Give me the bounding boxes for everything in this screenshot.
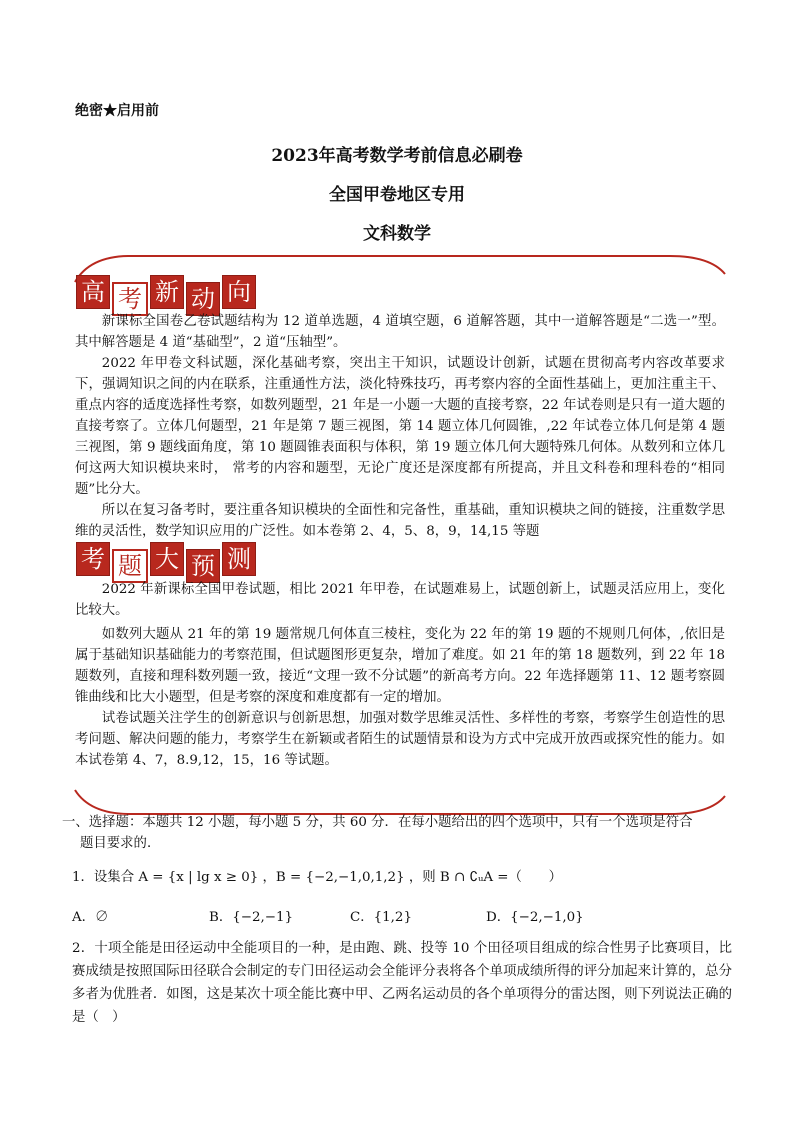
exam-region: 全国甲卷地区专用 <box>329 185 465 205</box>
option-c: C．{1,2} <box>350 910 412 925</box>
paragraph: 2022 年甲卷文科试题，深化基础考察，突出主干知识，试题设计创新，试题在贯彻高考内容改革要求下，强调知识之间的内在联系，注重通性方法，淡化特殊技巧，再考察内容的全面性基础上，更加注重主干、重点内容的适度选择性考察，如数列题型，21 年是一小题一大题的直接考察，22 年试卷则是只有一道大题的直接考察了。立体几何题型，21 年是第 7 题三视图，第 14 题立体几何圆锥，,22 年试卷立体几何是第 4 题三视图，第 9 题线面角度，第 10 题圆锥表面积与体积，第 19 题立体几何大题特殊几何体。从数列和立体几何这两大知识模块来时， 常考的内容和题型，无论广度还是深度都有所提高，并且文科卷和理科卷的“相同题”比分大。 <box>75 356 725 497</box>
banner-char: 预 <box>186 549 220 583</box>
option-d: D．{−2,−1,0} <box>486 910 584 925</box>
banner-char: 高 <box>76 275 110 309</box>
section-heading <box>62 812 732 854</box>
confidential-mark: 绝密★启用前 <box>75 103 159 119</box>
banner-char: 动 <box>186 282 220 316</box>
paragraph: 所以在复习备考时，要注重各知识模块的全面性和完备性，重基础，重知识模块之间的链接，注重数学思维的灵活性，数学知识应用的广泛性。如本卷第 2、4，5、8，9，14,15 等题 <box>75 503 725 539</box>
paragraph: 如数列大题从 21 年的第 19 题常规几何体直三棱柱，变化为 22 年的第 19 题的不规则几何体，,依旧是属于基础知识基础能力的考察范围，但试题图形更复杂，增加了难度。如 21 年的第 18 题数列，到 22 年 18 题数列，直接和理科数列题一致，接近“文理一致不分试题”的新高考方向。22 年选择题第 11、12 题考察圆锥曲线和比大小题型，但是考察的深度和难度都有一定的增加。 <box>75 627 725 705</box>
banner-char: 题 <box>112 549 148 583</box>
paragraph: 试卷试题关注学生的创新意识与创新思想，加强对数学思维灵活性、多样性的考察，考察学生创造性的思考问题、解决问题的能力，考察学生在新颖或者陌生的试题情景和设为方式中完成开放西或探究性的能力。如本试卷第 4、7，8.9,12，15，16 等试题。 <box>75 711 725 768</box>
section-heading-line: 一、选择题：本题共 12 小题，每小题 5 分，共 60 分．在每小题给出的四个选项中，只有一个选项是符合 <box>62 815 693 830</box>
exam-title: 2023年高考数学考前信息必刷卷 <box>271 146 523 166</box>
exam-subject: 文科数学 <box>363 224 431 244</box>
banner-char: 向 <box>222 275 256 309</box>
question-1-stem: 1．设集合 A = {x | lg x ≥ 0} ，B = {−2,−1,0,1,2} ，则 B ∩ ∁ᵤA =（ ） <box>72 870 563 885</box>
banner-forecast <box>76 542 258 580</box>
paragraph: 2022 年新课标全国甲卷试题，相比 2021 年甲卷，在试题难易上，试题创新上，试题灵活应用上，变化比较大。 <box>75 582 725 618</box>
banner-char: 考 <box>76 542 110 576</box>
question-2-stem: 2．十项全能是田径运动中全能项目的一种，是由跑、跳、投等 10 个田径项目组成的综合性男子比赛项目，比赛成绩是按照国际田径联合会制定的专门田径运动会全能评分表将各个单项成绩所得的评分加起来计算的，总分多者为优胜者．如图，这是某次十项全能比赛中甲、乙两名运动员的各个单项得分的雷达图，则下列说法正确的是（ ） <box>72 941 732 1025</box>
banner-char: 测 <box>222 542 256 576</box>
banner-char: 新 <box>150 275 184 309</box>
section-heading-line: 题目要求的． <box>80 836 161 851</box>
banner-trends <box>76 275 258 313</box>
paragraph: 新课标全国卷乙卷试题结构为 12 道单选题，4 道填空题，6 道解答题，其中一道解答题是“二选一”型。其中解答题是 4 道“基础型”，2 道“压轴型”。 <box>75 314 725 350</box>
option-b: B．{−2,−1} <box>209 910 294 925</box>
option-a: A．∅ <box>72 910 109 925</box>
banner-char: 大 <box>150 542 184 576</box>
banner-char: 考 <box>112 282 148 316</box>
